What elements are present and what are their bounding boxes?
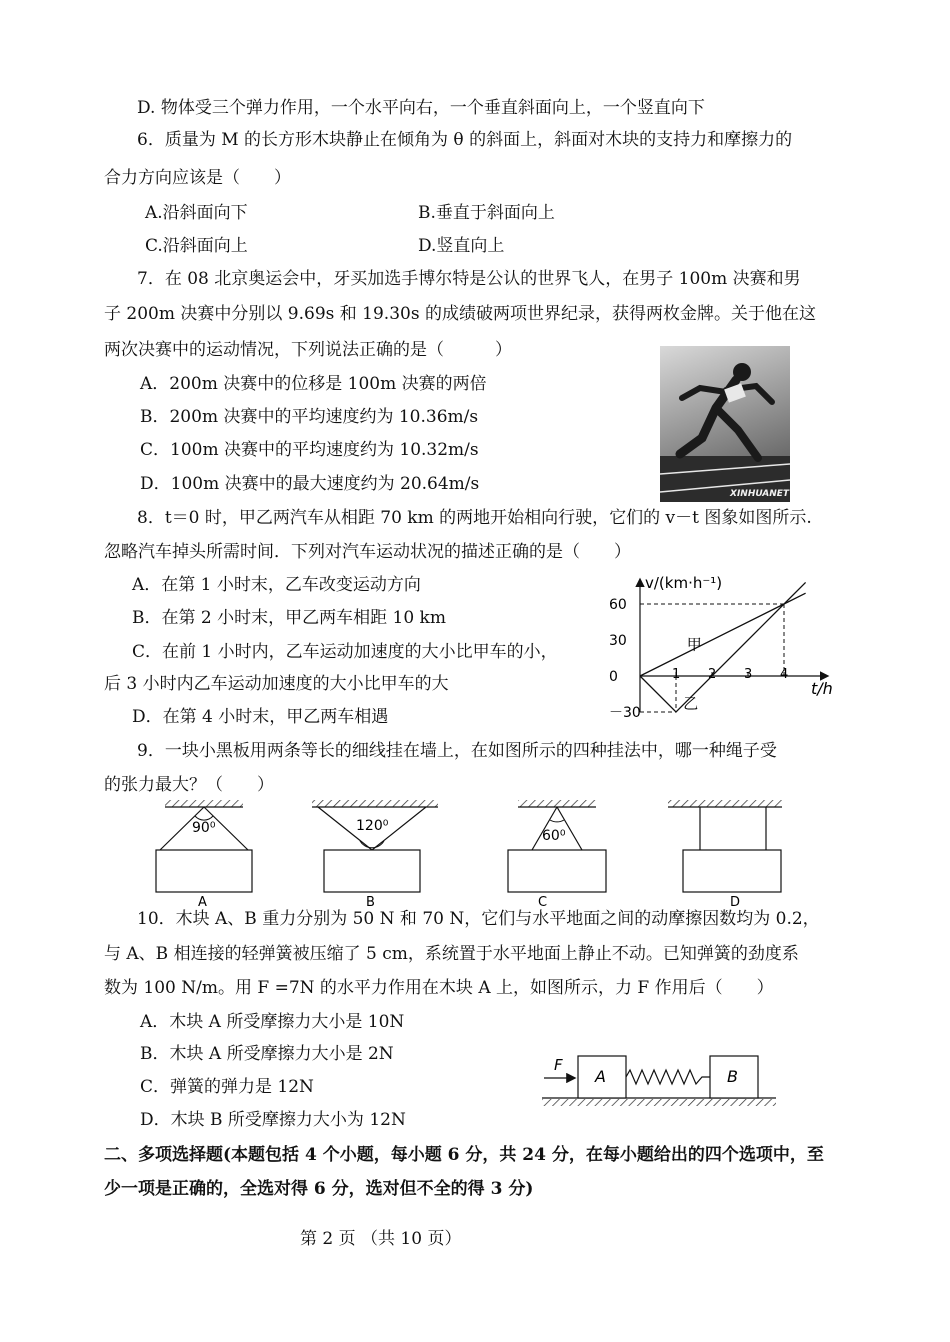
block-b-label: B bbox=[727, 1067, 738, 1086]
q7-option-a: A．200m 决赛中的位移是 100m 决赛的两倍 bbox=[140, 374, 487, 394]
figure-d-label: D bbox=[730, 895, 741, 906]
x-tick-3: 4 bbox=[780, 667, 789, 682]
y-tick-0: 60 bbox=[609, 597, 627, 613]
q7-option-b: B．200m 决赛中的平均速度约为 10.36m/s bbox=[140, 407, 479, 427]
x-axis-label: t/h bbox=[811, 679, 833, 698]
q8-option-c-line2: 后 3 小时内乙车运动加速度的大小比甲车的大 bbox=[104, 674, 449, 694]
figure-c-label: C bbox=[538, 895, 548, 906]
q8-option-c-line1: C．在前 1 小时内，乙车运动加速度的大小比甲车的小， bbox=[132, 642, 558, 662]
q10-option-c: C．弹簧的弹力是 12N bbox=[140, 1077, 314, 1097]
q6-option-c: C.沿斜面向上 bbox=[145, 236, 248, 256]
q10-stem-line2: 与 A、B 相连接的轻弹簧被压缩了 5 cm，系统置于水平地面上静止不动。已知弹簧的劲度系 bbox=[104, 944, 799, 964]
y-axis-label: v/(km·h⁻¹) bbox=[645, 574, 723, 592]
x-tick-0: 1 bbox=[672, 667, 681, 682]
q6-stem-line2: 合力方向应该是（ ） bbox=[104, 168, 291, 188]
force-label: F bbox=[554, 1056, 563, 1074]
q5-option-d: D. 物体受三个弹力作用，一个水平向右，一个垂直斜面向上，一个竖直向下 bbox=[137, 98, 705, 118]
q10-option-d: D．木块 B 所受摩擦力大小为 12N bbox=[140, 1110, 406, 1130]
q6-option-b: B.垂直于斜面向上 bbox=[418, 203, 555, 223]
hanging-board-figures bbox=[140, 796, 820, 906]
sprinter-photo bbox=[660, 346, 790, 502]
q7-stem-line2: 子 200m 决赛中分别以 9.69s 和 19.30s 的成绩破两项世界纪录，获得两枚金牌。关于他在这 bbox=[104, 304, 816, 324]
sprinter-silhouette bbox=[660, 346, 790, 502]
q7-option-d: D．100m 决赛中的最大速度约为 20.64m/s bbox=[140, 474, 480, 494]
q8-option-b: B．在第 2 小时末，甲乙两车相距 10 km bbox=[132, 608, 446, 628]
page-footer: 第 2 页 （共 10 页） bbox=[300, 1229, 462, 1249]
y-tick-2: 0 bbox=[609, 669, 618, 685]
section2-heading-line2: 少一项是正确的，全选对得 6 分，选对但不全的得 3 分) bbox=[104, 1179, 534, 1199]
q8-option-d: D．在第 4 小时末，甲乙两车相遇 bbox=[132, 707, 389, 727]
q7-stem-line3: 两次决赛中的运动情况，下列说法正确的是（ ） bbox=[104, 340, 512, 360]
figure-a bbox=[156, 800, 252, 906]
x-tick-2: 3 bbox=[744, 667, 753, 682]
q9-stem-line2: 的张力最大？（ ） bbox=[104, 775, 274, 795]
vt-graph bbox=[595, 570, 845, 720]
q10-option-a: A．木块 A 所受摩擦力大小是 10N bbox=[140, 1012, 405, 1032]
figure-c-angle: 60⁰ bbox=[542, 828, 566, 844]
q6-option-d: D.竖直向上 bbox=[418, 236, 505, 256]
figure-a-label: A bbox=[198, 895, 207, 906]
block-a-label: A bbox=[595, 1067, 606, 1086]
figure-b bbox=[312, 800, 438, 906]
q7-stem-line1: 7．在 08 北京奥运会中，牙买加选手博尔特是公认的世界飞人，在男子 100m 决赛和男 bbox=[137, 269, 801, 289]
q8-option-a: A．在第 1 小时末，乙车改变运动方向 bbox=[132, 575, 421, 595]
vt-marks bbox=[609, 582, 806, 720]
q7-option-c: C．100m 决赛中的平均速度约为 10.32m/s bbox=[140, 440, 479, 460]
q8-stem-line2: 忽略汽车掉头所需时间．下列对汽车运动状况的描述正确的是（ ） bbox=[104, 542, 631, 562]
q8-stem-line1: 8．t＝0 时，甲乙两汽车从相距 70 km 的两地开始相向行驶，它们的 v－t 图象如图所示. bbox=[137, 508, 812, 528]
spring bbox=[626, 1070, 710, 1084]
section2-heading-line1: 二、多项选择题(本题包括 4 个小题，每小题 6 分，共 24 分，在每小题给出的四个选项中，至 bbox=[104, 1145, 824, 1165]
spring-blocks-figure bbox=[540, 1050, 780, 1110]
q10-option-b: B．木块 A 所受摩擦力大小是 2N bbox=[140, 1044, 394, 1064]
figure-a-angle: 90⁰ bbox=[192, 820, 216, 836]
figure-b-angle: 120⁰ bbox=[356, 818, 389, 834]
series-line-0 bbox=[640, 593, 806, 676]
figure-c bbox=[508, 800, 606, 906]
x-tick-1: 2 bbox=[708, 667, 717, 682]
q6-stem-line1: 6．质量为 M 的长方形木块静止在倾角为 θ 的斜面上，斜面对木块的支持力和摩擦力的 bbox=[137, 130, 793, 150]
q10-stem-line3: 数为 100 N/m。用 F =7N 的水平力作用在木块 A 上，如图所示，力 F 作用后（ ） bbox=[104, 978, 774, 998]
figure-d bbox=[668, 800, 782, 906]
y-tick-1: 30 bbox=[609, 633, 627, 649]
q6-option-a: A.沿斜面向下 bbox=[145, 203, 248, 223]
y-tick-3: －30 bbox=[609, 705, 641, 720]
figure-b-label: B bbox=[366, 895, 375, 906]
q10-stem-line1: 10．木块 A、B 重力分别为 50 N 和 70 N，它们与水平地面之间的动摩擦因数均为 0.2， bbox=[137, 909, 820, 929]
q9-stem-line1: 9．一块小黑板用两条等长的细线挂在墙上，在如图所示的四种挂法中，哪一种绳子受 bbox=[137, 741, 777, 761]
series-label-yi: 乙 bbox=[683, 694, 699, 713]
series-line-1 bbox=[640, 582, 806, 712]
photo-watermark: XINHUANET bbox=[730, 489, 790, 499]
series-label-jia: 甲 bbox=[686, 635, 702, 654]
